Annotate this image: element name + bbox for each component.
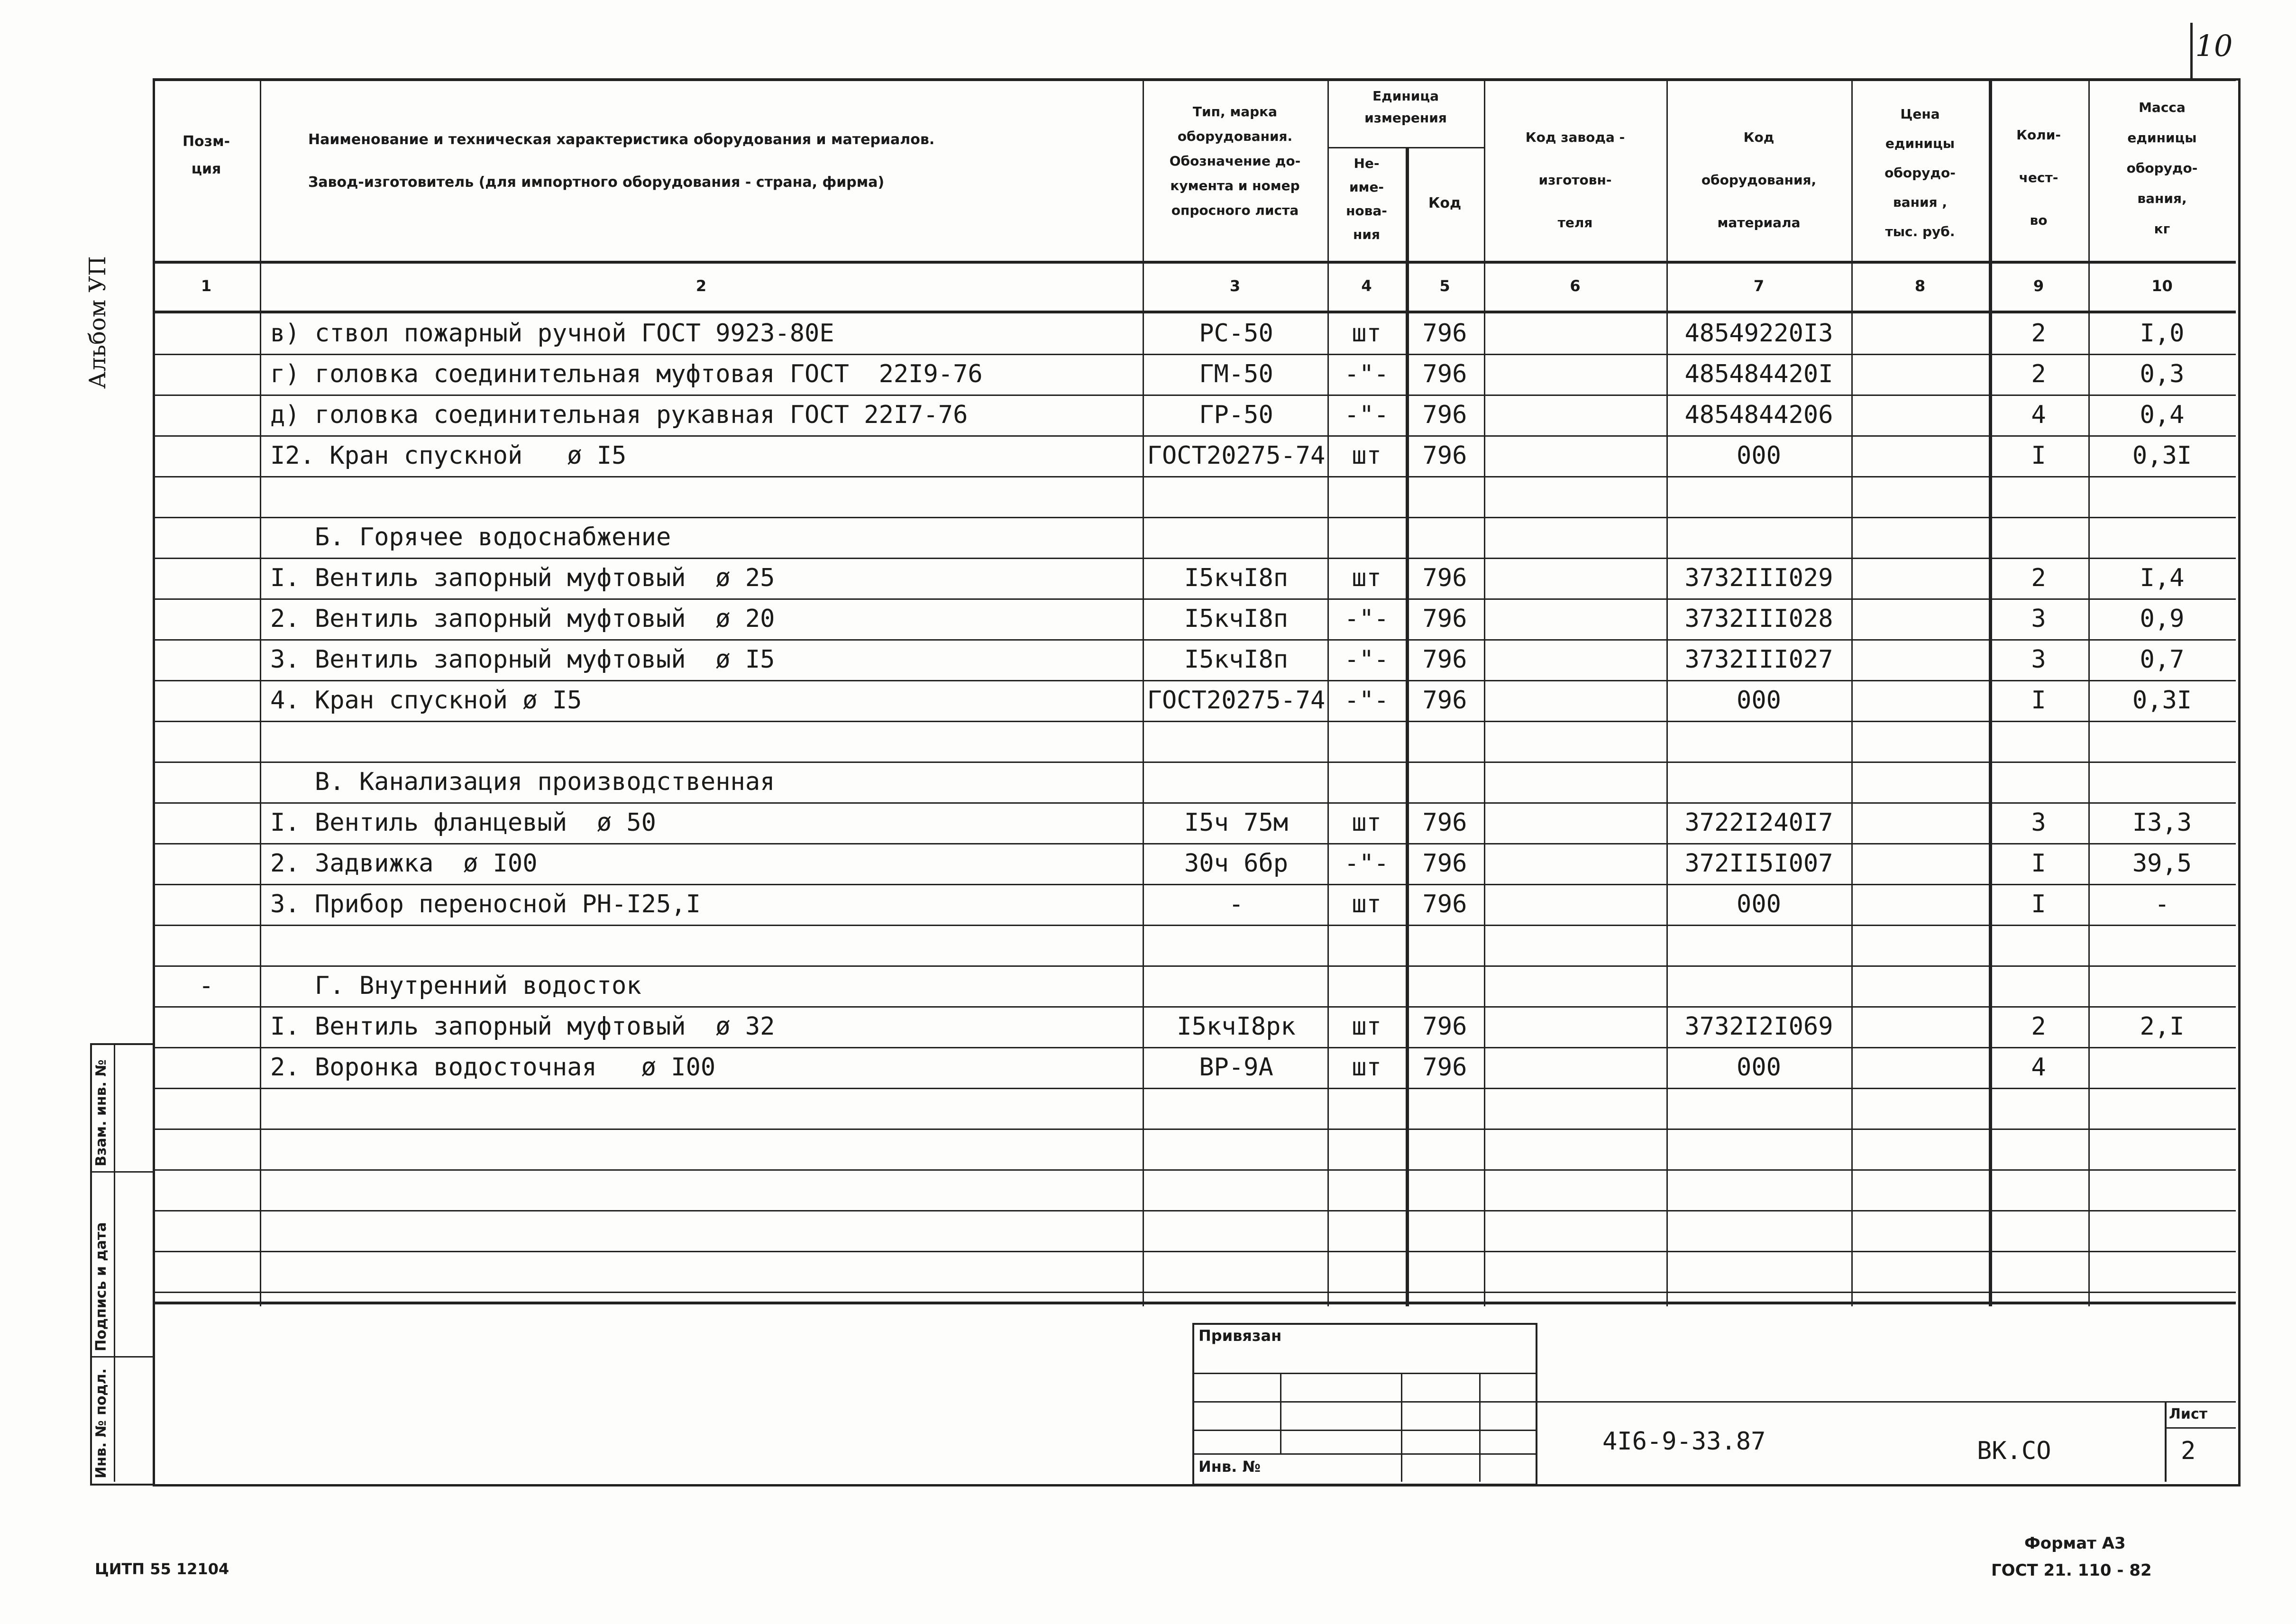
table-cell-qty (1989, 1251, 2088, 1292)
table-cell-code: 796 (1422, 645, 1467, 674)
table-cell-price (1851, 313, 1989, 354)
table-cell-code: 796 (1422, 849, 1467, 878)
table-cell-code (1406, 762, 1484, 802)
table-cell-code (1406, 1088, 1484, 1129)
table-cell-item-code: 485484420I (1684, 360, 1833, 388)
table-cell-price (1851, 435, 1989, 476)
table-cell-qty: I (2031, 686, 2046, 715)
table-cell-name (270, 476, 1138, 517)
table-cell-item-code (1666, 1169, 1851, 1210)
table-cell-mfr (1484, 1251, 1666, 1292)
table-cell-name: I. Вентиль запорный муфтовый ø 32 (270, 1012, 775, 1041)
table-cell-name: I. Вентиль запорный муфтовый ø 25 (270, 564, 775, 592)
album-label: Альбом УП (84, 256, 111, 389)
table-cell-price (1851, 517, 1989, 558)
table-cell-mass (2088, 1129, 2236, 1169)
header-unit-price: Цена единицы оборудо- вания , тыс. руб. (1884, 106, 1956, 239)
table-cell-qty: 2 (2031, 564, 2046, 592)
table-cell-price (1851, 1251, 1989, 1292)
table-cell-type: ГОСТ20275-74 (1147, 441, 1326, 470)
table-cell-mfr (1484, 1088, 1666, 1129)
table-cell-pos (153, 1210, 260, 1251)
table-cell-price (1851, 1047, 1989, 1088)
table-cell-type: I5кчI8п (1184, 605, 1289, 633)
table-cell-qty: 3 (2031, 645, 2046, 674)
table-cell-pos (153, 802, 260, 843)
table-cell-unit (1327, 925, 1406, 965)
header-unit-name: Не- име- нова- ния (1346, 156, 1387, 242)
table-cell-unit (1327, 1210, 1406, 1251)
table-cell-name: I2. Кран спускной ø I5 (270, 441, 627, 470)
table-cell-qty (1989, 721, 2088, 762)
table-cell-unit: -"- (1344, 605, 1389, 633)
table-cell-name: 2. Воронка водосточная ø I00 (270, 1053, 716, 1082)
table-cell-unit: -"- (1344, 645, 1389, 674)
table-cell-mfr (1484, 1047, 1666, 1088)
table-cell-item-code: 000 (1737, 890, 1781, 918)
table-cell-mfr (1484, 925, 1666, 965)
table-cell-name: д) головка соединительная рукавная ГОСТ 22I7-76 (270, 401, 968, 429)
table-cell-price (1851, 1088, 1989, 1129)
table-cell-unit (1327, 1129, 1406, 1169)
table-cell-name: В. Канализация производственная (270, 768, 775, 796)
table-cell-name: в) ствол пожарный ручной ГОСТ 9923-80Е (270, 319, 834, 348)
table-cell-type (1145, 762, 1327, 802)
table-cell-qty (1989, 925, 2088, 965)
table-cell-mass (2088, 476, 2236, 517)
table-cell-pos (153, 1088, 260, 1129)
header-quantity: Коли- чест- во (2016, 127, 2061, 228)
table-cell-code: 796 (1422, 564, 1467, 592)
table-cell-code: 796 (1422, 1012, 1467, 1041)
table-cell-unit: шт (1352, 564, 1381, 592)
table-cell-pos (153, 435, 260, 476)
table-cell-qty (1989, 965, 2088, 1006)
table-cell-qty: 4 (2031, 401, 2046, 429)
table-cell-mfr (1484, 843, 1666, 884)
table-cell-price (1851, 884, 1989, 925)
table-cell-item-code: 3732III027 (1684, 645, 1833, 674)
table-cell-code: 796 (1422, 360, 1467, 388)
table-cell-name (270, 721, 1138, 762)
table-cell-name (270, 1169, 1138, 1210)
table-cell-type: ВР-9А (1199, 1053, 1273, 1082)
table-cell-qty: 3 (2031, 605, 2046, 633)
table-cell-item-code: 000 (1737, 441, 1781, 470)
inventory-label: Инв. № (1198, 1458, 1261, 1476)
table-cell-unit (1327, 1251, 1406, 1292)
table-cell-type (1145, 476, 1327, 517)
table-cell-pos (153, 639, 260, 680)
table-cell-mass (2088, 1251, 2236, 1292)
table-cell-mass (2088, 925, 2236, 965)
table-cell-mfr (1484, 762, 1666, 802)
table-cell-name (270, 1210, 1138, 1251)
table-cell-type: I5кчI8п (1184, 645, 1289, 674)
table-cell-unit (1327, 965, 1406, 1006)
table-cell-mass (2088, 965, 2236, 1006)
table-cell-type (1145, 517, 1327, 558)
column-number: 1 (201, 277, 212, 295)
column-number: 10 (2151, 277, 2173, 295)
table-cell-name (270, 925, 1138, 965)
table-cell-price (1851, 762, 1989, 802)
table-cell-mfr (1484, 639, 1666, 680)
table-cell-code (1406, 517, 1484, 558)
table-cell-mass: 0,3I (2132, 686, 2192, 715)
table-cell-unit (1327, 517, 1406, 558)
table-cell-price (1851, 680, 1989, 721)
table-cell-type: 30ч 6бр (1184, 849, 1289, 878)
table-cell-pos (153, 476, 260, 517)
table-cell-code: 796 (1422, 441, 1467, 470)
column-number: 9 (2033, 277, 2044, 295)
table-cell-code (1406, 721, 1484, 762)
table-cell-item-code (1666, 476, 1851, 517)
table-cell-pos (153, 843, 260, 884)
table-cell-unit: шт (1352, 1053, 1381, 1082)
table-cell-code: 796 (1422, 808, 1467, 837)
table-cell-type (1145, 1088, 1327, 1129)
table-cell-item-code: 3732III028 (1684, 605, 1833, 633)
table-cell-mass: 0,7 (2140, 645, 2185, 674)
table-cell-qty: 2 (2031, 319, 2046, 348)
table-cell-type (1145, 1169, 1327, 1210)
header-position: Позм- ция (182, 133, 230, 177)
table-cell-pos (153, 313, 260, 354)
table-cell-type: I5ч 75м (1184, 808, 1289, 837)
table-cell-name: 3. Вентиль запорный муфтовый ø I5 (270, 645, 775, 674)
table-cell-type: ГОСТ20275-74 (1147, 686, 1326, 715)
table-cell-item-code (1666, 1251, 1851, 1292)
header-item-code: Код оборудования, материала (1701, 129, 1817, 230)
column-number: 7 (1753, 277, 1765, 295)
table-cell-pos (153, 598, 260, 639)
table-cell-type (1145, 721, 1327, 762)
table-cell-mfr (1484, 517, 1666, 558)
table-cell-mass: I3,3 (2132, 808, 2192, 837)
sheet-value: 2 (2181, 1437, 2196, 1465)
table-cell-code: 796 (1422, 890, 1467, 918)
table-cell-type: РС-50 (1199, 319, 1273, 348)
table-cell-price (1851, 843, 1989, 884)
table-cell-mfr (1484, 354, 1666, 395)
table-cell-price (1851, 1129, 1989, 1169)
table-cell-code: 796 (1422, 686, 1467, 715)
table-cell-qty: 2 (2031, 1012, 2046, 1041)
header-manufacturer-code: Код завода - изготовн- теля (1525, 129, 1625, 230)
table-cell-price (1851, 802, 1989, 843)
table-cell-mfr (1484, 721, 1666, 762)
table-cell-pos (153, 1129, 260, 1169)
table-cell-mfr (1484, 435, 1666, 476)
table-cell-unit (1327, 476, 1406, 517)
table-cell-pos (153, 1047, 260, 1088)
table-cell-item-code: 3722I240I7 (1684, 808, 1833, 837)
footer-format: Формат А3 (2024, 1534, 2126, 1553)
table-cell-qty (1989, 517, 2088, 558)
column-number: 2 (695, 277, 707, 295)
table-cell-item-code: 000 (1737, 686, 1781, 715)
table-cell-code (1406, 1129, 1484, 1169)
table-cell-price (1851, 639, 1989, 680)
table-cell-type (1145, 925, 1327, 965)
table-cell-pos (153, 762, 260, 802)
column-number: 4 (1361, 277, 1372, 295)
table-cell-item-code: 4854844206 (1684, 401, 1833, 429)
sheet-label: Лист (2169, 1406, 2208, 1422)
section-code: ВК.СО (1977, 1437, 2051, 1465)
table-cell-code: 796 (1422, 605, 1467, 633)
table-cell-mfr (1484, 598, 1666, 639)
side-stamp-original-inv: Инв. № подл. (93, 1368, 110, 1478)
table-cell-price (1851, 1210, 1989, 1251)
table-cell-unit: -"- (1344, 401, 1389, 429)
document-code: 4I6-9-33.87 (1602, 1427, 1766, 1456)
table-cell-unit: шт (1352, 441, 1381, 470)
table-cell-qty (1989, 762, 2088, 802)
table-cell-mfr (1484, 680, 1666, 721)
table-cell-mass (2088, 1169, 2236, 1210)
column-number: 5 (1439, 277, 1450, 295)
table-cell-mass: 0,9 (2140, 605, 2185, 633)
table-cell-mfr (1484, 313, 1666, 354)
table-cell-price (1851, 965, 1989, 1006)
table-cell-name: 3. Прибор переносной РН-I25,I (270, 890, 701, 918)
table-cell-item-code (1666, 762, 1851, 802)
table-cell-mass (2088, 517, 2236, 558)
table-cell-item-code: 48549220I3 (1684, 319, 1833, 348)
table-cell-mfr (1484, 965, 1666, 1006)
table-cell-mass: I,0 (2140, 319, 2185, 348)
table-cell-type (1145, 1251, 1327, 1292)
table-cell-code: 796 (1422, 401, 1467, 429)
table-cell-pos (153, 558, 260, 598)
table-cell-mass (2088, 1047, 2236, 1088)
table-cell-name: г) головка соединительная муфтовая ГОСТ 22I9-76 (270, 360, 983, 388)
table-cell-unit (1327, 721, 1406, 762)
table-cell-qty (1989, 1210, 2088, 1251)
table-cell-unit (1327, 762, 1406, 802)
table-cell-price (1851, 721, 1989, 762)
table-cell-price (1851, 476, 1989, 517)
table-cell-mfr (1484, 1129, 1666, 1169)
table-cell-unit: шт (1352, 319, 1381, 348)
table-cell-code: 796 (1422, 1053, 1467, 1082)
table-cell-price (1851, 354, 1989, 395)
table-cell-pos (153, 517, 260, 558)
table-cell-name (270, 1088, 1138, 1129)
table-cell-qty (1989, 1129, 2088, 1169)
table-cell-mfr (1484, 884, 1666, 925)
table-cell-item-code (1666, 925, 1851, 965)
table-cell-name: 2. Задвижка ø I00 (270, 849, 538, 878)
table-cell-name: Б. Горячее водоснабжение (270, 523, 671, 551)
table-cell-mass: - (2154, 890, 2170, 918)
corner-sheet-number: 10 (2195, 28, 2233, 63)
table-cell-code (1406, 1210, 1484, 1251)
table-cell-price (1851, 1169, 1989, 1210)
table-cell-code (1406, 965, 1484, 1006)
table-cell-price (1851, 558, 1989, 598)
table-cell-qty (1989, 1169, 2088, 1210)
row-divider (153, 1292, 2236, 1293)
side-stamp-replace-inv: Взам. инв. № (93, 1059, 110, 1166)
table-cell-price (1851, 1006, 1989, 1047)
table-cell-item-code: 3732III029 (1684, 564, 1833, 592)
column-number: 8 (1914, 277, 1926, 295)
table-cell-unit: шт (1352, 1012, 1381, 1041)
table-cell-mfr (1484, 1006, 1666, 1047)
column-number: 3 (1229, 277, 1241, 295)
table-cell-type (1145, 1210, 1327, 1251)
table-cell-mass: 0,4 (2140, 401, 2185, 429)
table-cell-qty: I (2031, 849, 2046, 878)
table-cell-unit: -"- (1344, 849, 1389, 878)
footer-left-code: ЦИТП 55 12104 (95, 1560, 229, 1578)
table-cell-code: 796 (1422, 319, 1467, 348)
table-cell-name (270, 1129, 1138, 1169)
table-cell-unit: -"- (1344, 360, 1389, 388)
table-cell-item-code (1666, 517, 1851, 558)
table-cell-mfr (1484, 802, 1666, 843)
table-cell-item-code (1666, 965, 1851, 1006)
table-cell-mass (2088, 1088, 2236, 1129)
table-cell-pos (153, 395, 260, 435)
table-cell-name: Г. Внутренний водосток (270, 972, 641, 1000)
table-cell-code (1406, 476, 1484, 517)
side-stamp-signature-date: Подпись и дата (93, 1222, 110, 1351)
table-cell-type: I5кчI8рк (1177, 1012, 1296, 1041)
header-unit: Единица измерения (1364, 88, 1447, 126)
table-cell-type: ГР-50 (1199, 401, 1273, 429)
table-cell-mfr (1484, 395, 1666, 435)
footer-standard: ГОСТ 21. 110 - 82 (1991, 1561, 2152, 1580)
header-type: Тип, марка оборудования. Обозначение до- кумента и номер опросного листа (1169, 104, 1301, 218)
table-cell-item-code (1666, 1088, 1851, 1129)
table-cell-type: ГМ-50 (1199, 360, 1273, 388)
table-cell-mass: 39,5 (2132, 849, 2192, 878)
table-cell-mfr (1484, 1169, 1666, 1210)
table-cell-mass: 0,3 (2140, 360, 2185, 388)
table-cell-item-code (1666, 1210, 1851, 1251)
table-cell-pos (153, 1251, 260, 1292)
table-cell-unit: -"- (1344, 686, 1389, 715)
table-cell-type: I5кчI8п (1184, 564, 1289, 592)
table-cell-pos (153, 1169, 260, 1210)
header-unit-code: Код (1428, 195, 1462, 211)
table-cell-price (1851, 925, 1989, 965)
table-cell-item-code: 372II5I007 (1684, 849, 1833, 878)
table-cell-unit (1327, 1169, 1406, 1210)
table-cell-mass: 0,3I (2132, 441, 2192, 470)
table-cell-code (1406, 1169, 1484, 1210)
table-cell-code (1406, 1251, 1484, 1292)
table-cell-unit (1327, 1088, 1406, 1129)
linked-label: Привязан (1198, 1327, 1282, 1345)
table-cell-qty: I (2031, 441, 2046, 470)
table-cell-name: I. Вентиль фланцевый ø 50 (270, 808, 656, 837)
table-cell-pos (153, 925, 260, 965)
table-cell-unit: шт (1352, 808, 1381, 837)
table-cell-pos: - (199, 972, 214, 1000)
table-cell-pos (153, 721, 260, 762)
table-cell-name: 2. Вентиль запорный муфтовый ø 20 (270, 605, 775, 633)
table-cell-mass: I,4 (2140, 564, 2185, 592)
table-cell-qty: 3 (2031, 808, 2046, 837)
header-unit-mass: Масса единицы оборудо- вания, кг (2126, 100, 2198, 237)
table-cell-type (1145, 965, 1327, 1006)
table-cell-qty: 4 (2031, 1053, 2046, 1082)
table-cell-pos (153, 354, 260, 395)
table-cell-mass: 2,I (2140, 1012, 2185, 1041)
table-cell-qty (1989, 1088, 2088, 1129)
table-cell-mfr (1484, 476, 1666, 517)
table-cell-qty (1989, 476, 2088, 517)
header-name: Наименование и техническая характеристика оборудования и материалов. Завод-изготовитель (для импортного оборудования - страна, фирма) (308, 131, 935, 191)
table-cell-price (1851, 395, 1989, 435)
table-cell-code (1406, 925, 1484, 965)
table-cell-mfr (1484, 558, 1666, 598)
table-cell-pos (153, 680, 260, 721)
table-cell-type (1145, 1129, 1327, 1169)
table-cell-name: 4. Кран спускной ø I5 (270, 686, 582, 715)
table-cell-price (1851, 598, 1989, 639)
table-cell-qty: 2 (2031, 360, 2046, 388)
table-cell-qty: I (2031, 890, 2046, 918)
table-cell-type: - (1228, 890, 1244, 918)
table-cell-name (270, 1251, 1138, 1292)
table-cell-pos (153, 1006, 260, 1047)
table-cell-mass (2088, 721, 2236, 762)
table-cell-item-code: 3732I2I069 (1684, 1012, 1833, 1041)
table-cell-unit: шт (1352, 890, 1381, 918)
table-cell-mass (2088, 762, 2236, 802)
column-number: 6 (1570, 277, 1581, 295)
table-cell-item-code (1666, 721, 1851, 762)
table-cell-pos (153, 884, 260, 925)
table-cell-item-code (1666, 1129, 1851, 1169)
table-cell-mass (2088, 1210, 2236, 1251)
table-cell-mfr (1484, 1210, 1666, 1251)
table-cell-item-code: 000 (1737, 1053, 1781, 1082)
